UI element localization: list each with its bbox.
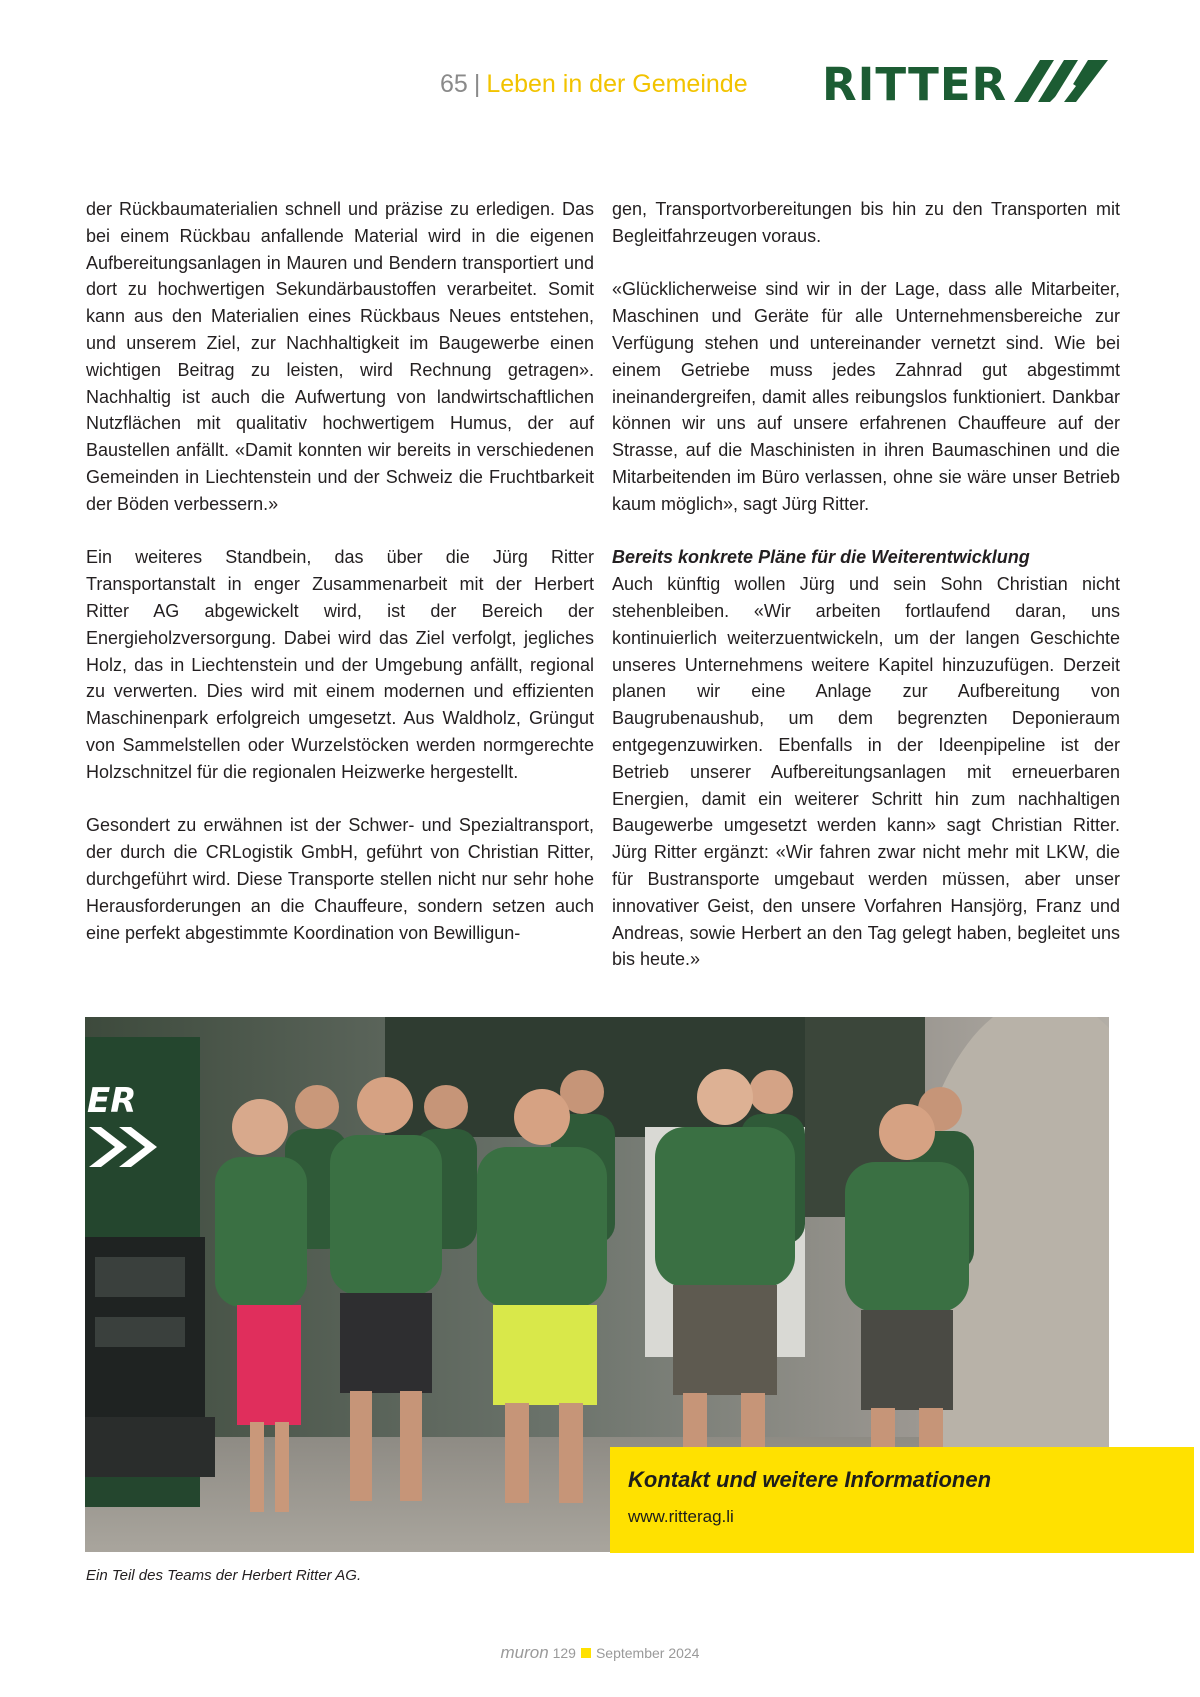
ritter-logo bbox=[822, 56, 1118, 112]
page-header bbox=[440, 70, 748, 99]
subheading: Bereits konkrete Pläne für die Weiterentwicklung bbox=[612, 547, 1030, 568]
issue-date: September 2024 bbox=[595, 1645, 700, 1661]
page-number: 65 bbox=[440, 70, 468, 98]
body-paragraph: der Rückbaumaterialien schnell und präzise zu erledigen. Das bei einem Rückbau anfallende Material wird in die eigenen Aufbereitungsanlagen in Mauren und Bendern transportiert und dort zu hochwertigen Sekundärbaustoffen verarbeitet. Somit kann aus den Materialien eines Rückbaus Neues entstehen, und unserem Ziel, zur Nachhaltigkeit im Baugewerbe einen wichtigen Beitrag zu leisten, wird Rechnung getragen». Nachhaltig ist auch die Aufwertung von landwirtschaftlichen Nutzflächen mit qualitativ hochwertigem Humus, der auf Baustellen anfällt. «Damit konnten wir bereits in verschiedenen Gemeinden in Liechtenstein und der Schweiz die Fruchtbarkeit der Böden verbessern.» bbox=[86, 199, 594, 514]
square-bullet-icon bbox=[581, 1648, 591, 1658]
logo-wordmark: RITTER bbox=[822, 58, 1008, 111]
section-title: Leben in der Gemeinde bbox=[486, 70, 748, 98]
body-paragraph: Gesondert zu erwähnen ist der Schwer- und Spezialtransport, der durch die CRLogistik GmbH, geführt von Christian Ritter, durchgeführt wird. Diese Transporte stellen nicht nur sehr hohe Herausforderungen an die Chauffeure, sondern setzen auch eine perfekt abgestimmte Koordination von Bewilligun- bbox=[86, 815, 594, 943]
right-column bbox=[612, 196, 1120, 1000]
contact-infobox bbox=[610, 1447, 1194, 1553]
photo-caption: Ein Teil des Teams der Herbert Ritter AG. bbox=[86, 1567, 362, 1584]
body-paragraph: Auch künftig wollen Jürg und sein Sohn Christian nicht stehenbleiben. «Wir arbeiten fortlaufend daran, uns kontinuierlich weiterzuentwickeln, um der langen Geschichte unseres Unternehmens weitere Kapitel hinzuzufügen. Derzeit planen wir eine Anlage zur Aufbereitung von Baugrubenaushub, um dem begrenzten Deponieraum entgegenzuwirken. Ebenfalls in der Ideenpipeline ist der Betrieb unserer Aufbereitungsanlagen mit erneuerbaren Energien, damit ein weiterer Schritt hin zum nachhaltigen Baugewerbe umgesetzt werden kann» sagt Christian Ritter. Jürg Ritter ergänzt: «Wir fahren zwar nicht mehr mit LKW, die für Bustransporte umgebaut werden müssen, aber unser innovativer Geist, den unsere Vorfahren Hansjörg, Franz und Andreas, sowie Herbert an den Tag gelegt haben, begleitet uns bis heute.» bbox=[612, 574, 1120, 970]
header-separator: | bbox=[473, 70, 481, 98]
issue-number: 129 bbox=[552, 1645, 576, 1661]
body-paragraph: «Glücklicherweise sind wir in der Lage, dass alle Mitarbeiter, Maschinen und Geräte für alle Unternehmensbereiche zur Verfügung stehen und untereinander vernetzt sind. Wie bei einem Getriebe muss jedes Zahnrad gut abgestimmt ineinandergreifen, damit alles reibungslos funktioniert. Dankbar können wir uns auf unsere erfahrenen Chauffeure auf der Strasse, auf die Maschinisten in ihren Baumaschinen und die Mitarbeitenden im Büro verlassen, ohne sie wäre unser Betrieb kaum möglich», sagt Jürg Ritter. bbox=[612, 279, 1120, 514]
body-paragraph: gen, Transportvorbereitungen bis hin zu den Transporten mit Begleitfahrzeugen voraus. bbox=[612, 199, 1120, 246]
svg-text:ER: ER bbox=[87, 1081, 137, 1121]
website-link[interactable]: www.ritterag.li bbox=[628, 1507, 734, 1526]
left-column bbox=[86, 196, 594, 973]
magazine-name: muron bbox=[500, 1643, 549, 1662]
body-paragraph: Ein weiteres Standbein, das über die Jürg Ritter Transportanstalt in enger Zusammenarbeit mit der Herbert Ritter AG abgewickelt wird, ist der Bereich der Energieholzversorgung. Dabei wird das Ziel verfolgt, jegliches Holz, das in Liechtenstein und der Umgebung anfällt, regional zu verwerten. Dies wird mit einem modernen und effizienten Maschinenpark erfolgreich umgesetzt. Aus Waldholz, Grüngut von Sammelstellen oder Wurzelstöcken werden normgerechte Holzschnitzel für die regionalen Heizwerke hergestellt. bbox=[86, 547, 594, 782]
page-footer bbox=[0, 1643, 1200, 1663]
chevron-arrows-icon bbox=[1010, 56, 1110, 110]
infobox-title: Kontakt und weitere Informationen bbox=[628, 1467, 992, 1492]
